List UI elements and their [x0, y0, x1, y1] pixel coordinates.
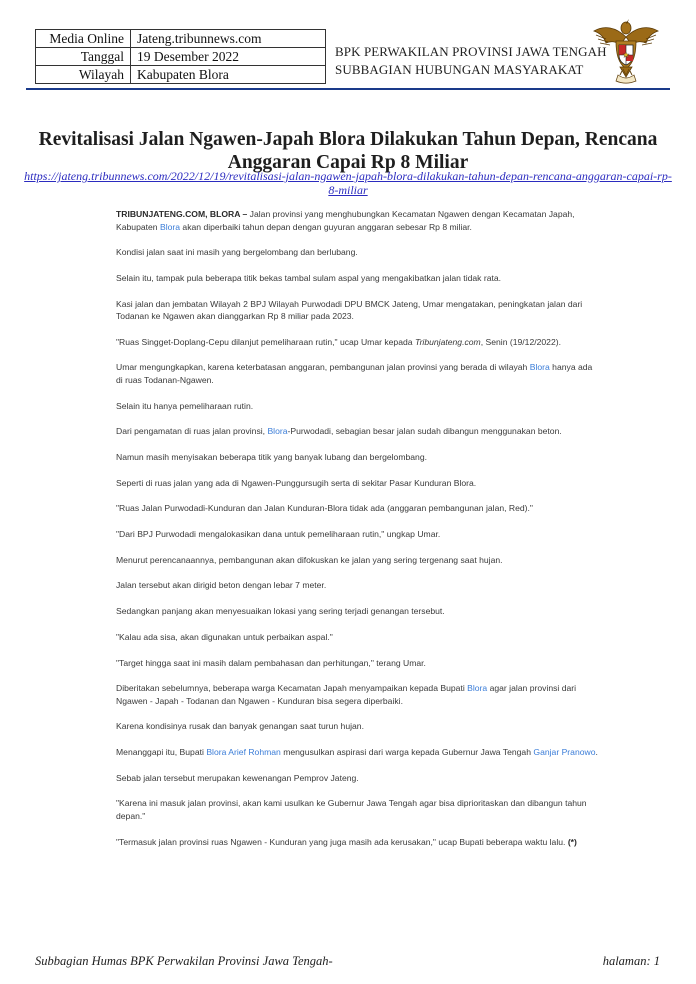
- agency-line-2: SUBBAGIAN HUBUNGAN MASYARAKAT: [335, 62, 584, 77]
- paragraph-2: Kondisi jalan saat ini masih yang bergelombang dan berlubang.: [116, 247, 358, 258]
- paragraph-text: Jalan provinsi yang menghubungkan Kecamatan Ngawen dengan Kecamatan Japah, Kabupaten: [116, 209, 575, 232]
- paragraph-4: Kasi jalan dan jembatan Wilayah 2 BPJ Wilayah Purwodadi DPU BMCK Jateng, Umar mengatakan, peningkatan jalan dari Todanan ke Ngawen akan dianggarkan Rp 8 miliar pada 2023.: [116, 298, 583, 322]
- paragraph-20: [116, 746, 598, 759]
- tag-link-blora[interactable]: Blora: [529, 362, 550, 373]
- paragraph-15: Sedangkan panjang akan menyesuaikan lokasi yang sering terjadi genangan tersebut.: [116, 606, 445, 617]
- paragraph-22: "Karena ini masuk jalan provinsi, akan kami usulkan ke Gubernur Jawa Tengah agar bisa diprioritaskan dan dibangun tahun depan.": [116, 798, 587, 821]
- date-row: [36, 48, 326, 66]
- page-number: halaman: 1: [602, 954, 660, 968]
- media-info-table: [35, 29, 326, 84]
- paragraph-16: "Kalau ada sisa, akan digunakan untuk perbaikan aspal.": [116, 631, 333, 642]
- region-label: Wilayah: [36, 66, 131, 84]
- article-title: Revitalisasi Jalan Ngawen-Japah Blora Dilakukan Tahun Depan, Rencana Anggaran Capai Rp 8 Miliar: [38, 129, 658, 173]
- paragraph-text: Menanggapi itu, Bupati: [116, 747, 207, 758]
- tag-link-blora[interactable]: Blora: [467, 683, 488, 694]
- media-row: [36, 30, 326, 48]
- paragraph-1: [116, 208, 598, 233]
- paragraph-text: Diberitakan sebelumnya, beberapa warga Kecamatan Japah menyampaikan kepada Bupati: [116, 683, 468, 694]
- paragraph-text: hanya ada di ruas Todanan-Ngawen.: [116, 362, 593, 385]
- paragraph-19: Karena kondisinya rusak dan banyak genangan saat turun hujan.: [116, 721, 364, 732]
- paragraph-10: Seperti di ruas jalan yang ada di Ngawen-Punggursugih serta di sekitar Pasar Kunduran Blora.: [116, 477, 477, 488]
- paragraph-9: Namun masih menyisakan beberapa titik yang banyak lubang dan bergelombang.: [116, 452, 428, 462]
- tag-link-blora[interactable]: Blora: [267, 426, 288, 437]
- garuda-emblem-icon: [590, 17, 662, 89]
- paragraph-3: Selain itu, tampak pula beberapa titik bekas tambal sulam aspal yang mengakibatkan jalan tidak rata.: [116, 272, 502, 283]
- source-link[interactable]: https://jateng.tribunnews.com/2022/12/19/revitalisasi-jalan-ngawen-japah-blora-dilakukan-tahun-depan-rencana-anggaran-capai-rp-8-miliar: [24, 169, 672, 197]
- paragraph-6: [116, 361, 598, 386]
- paragraph-text: Dari pengamatan di ruas jalan provinsi,: [116, 426, 268, 437]
- source-name: Tribunjateng.com: [414, 336, 481, 347]
- tag-link-arief-rohman[interactable]: Blora Arief Rohman: [206, 747, 281, 758]
- paragraph-text: akan diperbaiki tahun depan dengan guyuran anggaran sebesar Rp 8 miliar.: [180, 221, 472, 232]
- paragraph-7: Selain itu hanya pemeliharaan rutin.: [116, 400, 254, 411]
- date-value: 19 Desember 2022: [131, 48, 326, 66]
- paragraph-11: "Ruas Jalan Purwodadi-Kunduran dan Jalan Kunduran-Blora tidak ada (anggaran pembangunan jalan, Red).": [116, 503, 533, 514]
- media-label: Media Online: [36, 30, 131, 48]
- paragraph-text: agar jalan provinsi dari Ngawen - Japah - Todanan dan Ngawen - Kunduran bisa segera diperbaiki.: [116, 683, 577, 706]
- tag-link-blora[interactable]: Blora: [159, 221, 181, 232]
- media-value: Jateng.tribunnews.com: [131, 30, 326, 48]
- paragraph-18: [116, 682, 598, 707]
- paragraph-text: , Senin (19/12/2022).: [480, 336, 561, 347]
- paragraph-text: mengusulkan aspirasi dari warga kepada Gubernur Jawa Tengah: [280, 747, 534, 758]
- date-label: Tanggal: [36, 48, 131, 66]
- agency-title: [335, 43, 607, 79]
- paragraph-13: Menurut perencanaannya, pembangunan akan difokuskan ke jalan yang sering tergenang saat hujan.: [116, 554, 503, 565]
- paragraph-text: -Purwodadi, sebagian besar jalan sudah dibangun menggunakan beton.: [287, 426, 562, 437]
- tag-link-ganjar-pranowo[interactable]: Ganjar Pranowo: [533, 747, 596, 758]
- paragraph-5: [116, 336, 598, 349]
- dateline: TRIBUNJATENG.COM, BLORA –: [116, 209, 248, 219]
- paragraph-21: Sebab jalan tersebut merupakan kewenangan Pemprov Jateng.: [116, 772, 359, 783]
- region-value: Kabupaten Blora: [131, 66, 326, 84]
- paragraph-text: Umar mengungkapkan, karena keterbatasan anggaran, pembangunan jalan provinsi yang berada di wilayah: [116, 362, 530, 373]
- end-mark: (*): [567, 836, 577, 847]
- header-divider: [26, 88, 670, 90]
- paragraph-12: "Dari BPJ Purwodadi mengalokasikan dana untuk pemeliharaan rutin," ungkap Umar.: [116, 529, 441, 540]
- paragraph-14: Jalan tersebut akan dirigid beton dengan lebar 7 meter.: [116, 580, 327, 591]
- paragraph-23: [116, 836, 598, 849]
- paragraph-text: .: [595, 747, 598, 758]
- paragraph-8: [116, 425, 598, 438]
- region-row: [36, 66, 326, 84]
- paragraph-17: "Target hingga saat ini masih dalam pembahasan dan perhitungan," terang Umar.: [116, 657, 426, 668]
- paragraph-text: "Ruas Singget-Doplang-Cepu dilanjut pemeliharaan rutin," ucap Umar kepada: [116, 336, 415, 347]
- agency-line-1: BPK PERWAKILAN PROVINSI JAWA TENGAH: [335, 44, 607, 59]
- footer-office: Subbagian Humas BPK Perwakilan Provinsi Jawa Tengah-: [35, 954, 333, 968]
- paragraph-text: "Termasuk jalan provinsi ruas Ngawen - Kunduran yang juga masih ada kerusakan," ucap Bupati beberapa waktu lalu.: [116, 836, 568, 847]
- article-body: [116, 208, 598, 861]
